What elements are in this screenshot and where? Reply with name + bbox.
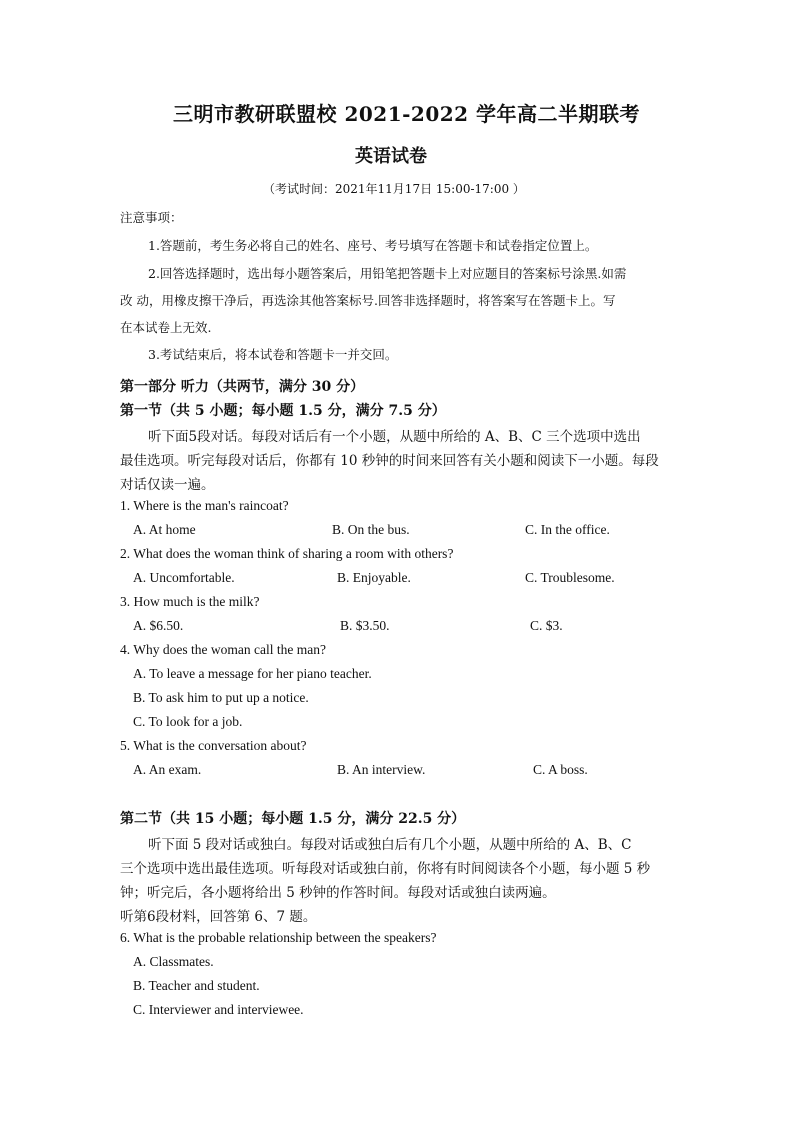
section2-heading: 第二节（共 15 小题；每小题 1.5 分，满分 22.5 分）: [120, 811, 466, 827]
section1-intro-line-3: 对话仅读一遍。: [120, 477, 215, 493]
question-3-option-b: B. $3.50.: [340, 618, 390, 633]
section2-intro-line-2: 三个选项中选出最佳选项。听每段对话或独白前，你将有时间阅读各个小题，每小题 5 秒: [120, 861, 651, 877]
question-5-option-c: C. A boss.: [533, 762, 588, 777]
section2-material: 听第6段材料，回答第 6、7 题。: [120, 909, 317, 925]
exam-time: （考试时间：2021年11月17日 15:00-17:00 ）: [263, 182, 525, 196]
question-6-option-c: C. Interviewer and interviewee.: [133, 1002, 304, 1017]
question-6-option-a: A. Classmates.: [133, 954, 214, 969]
note-item-1: 1.答题前，考生务必将自己的姓名、座号、考号填写在答题卡和试卷指定位置上。: [148, 238, 598, 253]
question-4-option-a: A. To leave a message for her piano teacher.: [133, 666, 372, 681]
question-3-option-a: A. $6.50.: [133, 618, 184, 633]
question-1-option-b: B. On the bus.: [332, 522, 410, 537]
section2-intro-line-3: 钟；听完后，各小题将给出 5 秒钟的作答时间。每段对话或独白读两遍。: [120, 885, 556, 901]
question-3: 3. How much is the milk?: [120, 594, 260, 609]
note-item-2-line-1: 2.回答选择题时，选出每小题答案后，用铅笔把答题卡上对应题目的答案标号涂黑.如需: [148, 266, 627, 281]
question-1: 1. Where is the man's raincoat?: [120, 498, 289, 513]
note-item-2-line-2: 改 动，用橡皮擦干净后，再选涂其他答案标号.回答非选择题时，将答案写在答题卡上。写: [120, 293, 616, 308]
section1-intro-line-1: 听下面5段对话。每段对话后有一个小题，从题中所给的 A、B、C 三个选项中选出: [148, 429, 641, 445]
question-5-option-a: A. An exam.: [133, 762, 202, 777]
question-1-option-c: C. In the office.: [525, 522, 610, 537]
question-4-option-c: C. To look for a job.: [133, 714, 243, 729]
question-4-option-b: B. To ask him to put up a notice.: [133, 690, 309, 705]
question-4: 4. Why does the woman call the man?: [120, 642, 326, 657]
part1-heading: 第一部分 听力（共两节，满分 30 分）: [120, 379, 365, 395]
section1-intro-line-2: 最佳选项。听完每段对话后，你都有 10 秒钟的时间来回答有关小题和阅读下一小题。每段: [120, 453, 659, 469]
question-2-option-b: B. Enjoyable.: [337, 570, 411, 585]
question-6-option-b: B. Teacher and student.: [133, 978, 260, 993]
question-5: 5. What is the conversation about?: [120, 738, 307, 753]
note-item-3: 3.考试结束后，将本试卷和答题卡一并交回。: [148, 347, 398, 362]
question-6: 6. What is the probable relationship between the speakers?: [120, 930, 437, 945]
section1-heading: 第一节（共 5 小题；每小题 1.5 分，满分 7.5 分）: [120, 403, 446, 419]
notes-heading: 注意事项：: [120, 210, 183, 225]
section2-intro-line-1: 听下面 5 段对话或独白。每段对话或独白后有几个小题，从题中所给的 A、B、C: [148, 837, 632, 853]
question-2-option-c: C. Troublesome.: [525, 570, 615, 585]
note-item-2-line-3: 在本试卷上无效.: [120, 320, 212, 335]
question-5-option-b: B. An interview.: [337, 762, 426, 777]
exam-title: 三明市教研联盟校 2021-2022 学年高二半期联考: [173, 102, 641, 126]
question-2-option-a: A. Uncomfortable.: [133, 570, 235, 585]
exam-subtitle: 英语试卷: [355, 146, 427, 167]
question-1-option-a: A. At home: [133, 522, 196, 537]
question-2: 2. What does the woman think of sharing a room with others?: [120, 546, 454, 561]
question-3-option-c: C. $3.: [530, 618, 563, 633]
